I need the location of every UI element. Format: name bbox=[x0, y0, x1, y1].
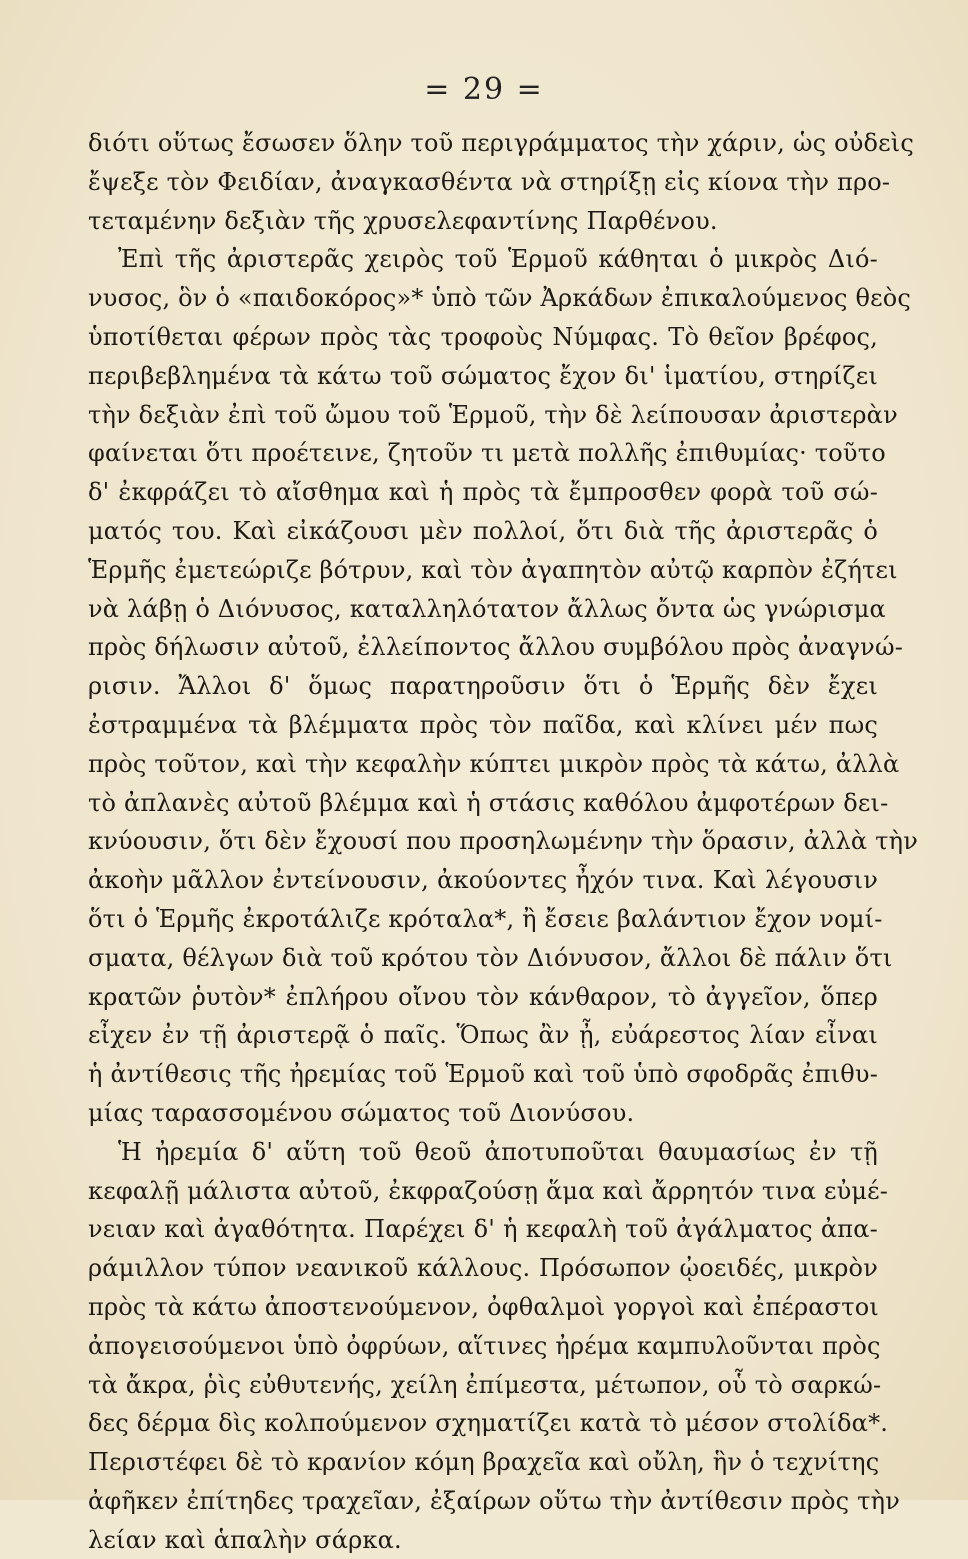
text-line: Ἑρμῆς ἐμετεώριζε βότρυν, καὶ τὸν ἀγαπητὸν αὐτῷ καρπὸν ἐζήτει bbox=[88, 555, 898, 584]
text-line: ἔψεξε τὸν Φειδίαν, ἀναγκασθέντα νὰ στηρίξῃ εἰς κίονα τὴν προ- bbox=[88, 167, 891, 196]
text-line: ράμιλλον τύπον νεανικοῦ κάλλους. Πρόσωπον ᾠοειδές, μικρὸν bbox=[88, 1254, 878, 1283]
body-text bbox=[88, 124, 918, 1559]
text-line: ἐστραμμένα τὰ βλέμματα πρὸς τὸν παῖδα, καὶ κλίνει μέν πως bbox=[88, 710, 878, 739]
paragraph-start-line: Ἐπὶ τῆς ἀριστερᾶς χειρὸς τοῦ Ἑρμοῦ κάθηται ὁ μικρὸς Διό- bbox=[118, 245, 878, 274]
text-line: ἀφῆκεν ἐπίτηδες τραχεῖαν, ἐξαίρων οὕτω τὴν ἀντίθεσιν πρὸς τὴν bbox=[88, 1486, 900, 1515]
text-line: δες δέρμα δὶς κολπούμενον σχηματίζει κατὰ τὸ μέσον στολίδα*. bbox=[88, 1409, 889, 1438]
text-line: νὰ λάβῃ ὁ Διόνυσος, καταλληλότατον ἄλλως ὄντα ὡς γνώρισμα bbox=[88, 594, 886, 623]
text-line: νυσος, ὃν ὁ «παιδοκόρος»* ὑπὸ τῶν Ἀρκάδων ἐπικαλούμενος θεὸς bbox=[88, 284, 912, 313]
text-line: μίας ταρασσομένου σώματος τοῦ Διονύσου. bbox=[88, 1098, 635, 1127]
text-line: Περιστέφει δὲ τὸ κρανίον κόμη βραχεῖα καὶ οὔλη, ἣν ὁ τεχνίτης bbox=[88, 1448, 880, 1477]
text-line: ρισιν. Ἄλλοι δ' ὅμως παρατηροῦσιν ὅτι ὁ Ἑρμῆς δὲν ἔχει bbox=[88, 672, 878, 701]
text-line: τὸ ἀπλανὲς αὐτοῦ βλέμμα καὶ ἡ στάσις καθόλου ἀμφοτέρων δει- bbox=[88, 788, 889, 817]
text-line: νειαν καὶ ἀγαθότητα. Παρέχει δ' ἡ κεφαλὴ τοῦ ἀγάλματος ἀπα- bbox=[88, 1215, 878, 1244]
text-line: τὴν δεξιὰν ἐπὶ τοῦ ὤμου τοῦ Ἑρμοῦ, τὴν δὲ λείπουσαν ἀριστερὰν bbox=[88, 400, 898, 429]
text-line: φαίνεται ὅτι προέτεινε, ζητοῦν τι μετὰ πολλῆς ἐπιθυμίας· τοῦτο bbox=[88, 439, 886, 468]
text-line: κεφαλῇ μάλιστα αὐτοῦ, ἐκφραζούσῃ ἅμα καὶ ἄρρητόν τινα εὐμέ- bbox=[88, 1176, 889, 1205]
page-number: = 29 = bbox=[424, 72, 544, 107]
text-line: ἡ ἀντίθεσις τῆς ἠρεμίας τοῦ Ἑρμοῦ καὶ τοῦ ὑπὸ σφοδρᾶς ἐπιθυ- bbox=[88, 1060, 878, 1089]
text-line: διότι οὕτως ἔσωσεν ὅλην τοῦ περιγράμματος τὴν χάριν, ὡς οὐδεὶς bbox=[88, 129, 915, 157]
text-line: σματα, θέλγων διὰ τοῦ κρότου τὸν Διόνυσον, ἄλλοι δὲ πάλιν ὅτι bbox=[88, 943, 893, 972]
text-line: τεταμένην δεξιὰν τῆς χρυσελεφαντίνης Παρθένου. bbox=[88, 206, 718, 235]
text-line: ματός του. Καὶ εἰκάζουσι μὲν πολλοί, ὅτι διὰ τῆς ἀριστερᾶς ὁ bbox=[88, 516, 878, 545]
text-line: ἀπογεισούμενοι ὑπὸ ὀφρύων, αἵτινες ἠρέμα καμπυλοῦνται πρὸς bbox=[88, 1331, 881, 1360]
text-line: κρατῶν ῥυτὸν* ἐπλήρου οἴνου τὸν κάνθαρον, τὸ ἀγγεῖον, ὅπερ bbox=[88, 982, 878, 1011]
text-line: ὅτι ὁ Ἑρμῆς ἐκροτάλιζε κρόταλα*, ἢ ἔσειε βαλάντιον ἔχον νομί- bbox=[88, 904, 883, 933]
text-line: πρὸς δήλωσιν αὐτοῦ, ἐλλείποντος ἄλλου συμβόλου πρὸς ἀναγνώ- bbox=[88, 633, 904, 662]
text-line: ἀκοὴν μᾶλλον ἐντείνουσιν, ἀκούοντες ἦχόν τινα. Καὶ λέγουσιν bbox=[88, 866, 878, 895]
text-line: περιβεβλημένα τὰ κάτω τοῦ σώματος ἔχον δι' ἱματίου, στηρίζει bbox=[88, 361, 878, 390]
text-line: λείαν καὶ ἁπαλὴν σάρκα. bbox=[88, 1525, 402, 1554]
text-line: εἶχεν ἐν τῇ ἀριστερᾷ ὁ παῖς. Ὅπως ἂν ᾖ, εὐάρεστος λίαν εἶναι bbox=[88, 1021, 878, 1050]
text-line: πρὸς τοῦτον, καὶ τὴν κεφαλὴν κύπτει μικρὸν πρὸς τὰ κάτω, ἀλλὰ bbox=[88, 749, 900, 778]
text-line: ὑποτίθεται φέρων πρὸς τὰς τροφοὺς Νύμφας. Τὸ θεῖον βρέφος, bbox=[88, 322, 878, 351]
text-line: κνύουσιν, ὅτι δὲν ἔχουσί που προσηλωμένην τὴν ὅρασιν, ἀλλὰ τὴν bbox=[88, 827, 918, 856]
text-line: δ' ἐκφράζει τὸ αἴσθημα καὶ ἡ πρὸς τὰ ἔμπροσθεν φορὰ τοῦ σώ- bbox=[88, 478, 878, 507]
text-line: πρὸς τὰ κάτω ἀποστενούμενον, ὀφθαλμοὶ γοργοὶ καὶ ἐπέραστοι bbox=[88, 1292, 879, 1321]
text-line: τὰ ἄκρα, ῥὶς εὐθυτενής, χείλη ἐπίμεστα, μέτωπον, οὗ τὸ σαρκώ- bbox=[88, 1370, 882, 1399]
paragraph-start-line: Ἡ ἠρεμία δ' αὕτη τοῦ θεοῦ ἀποτυποῦται θαυμασίως ἐν τῇ bbox=[118, 1137, 878, 1166]
